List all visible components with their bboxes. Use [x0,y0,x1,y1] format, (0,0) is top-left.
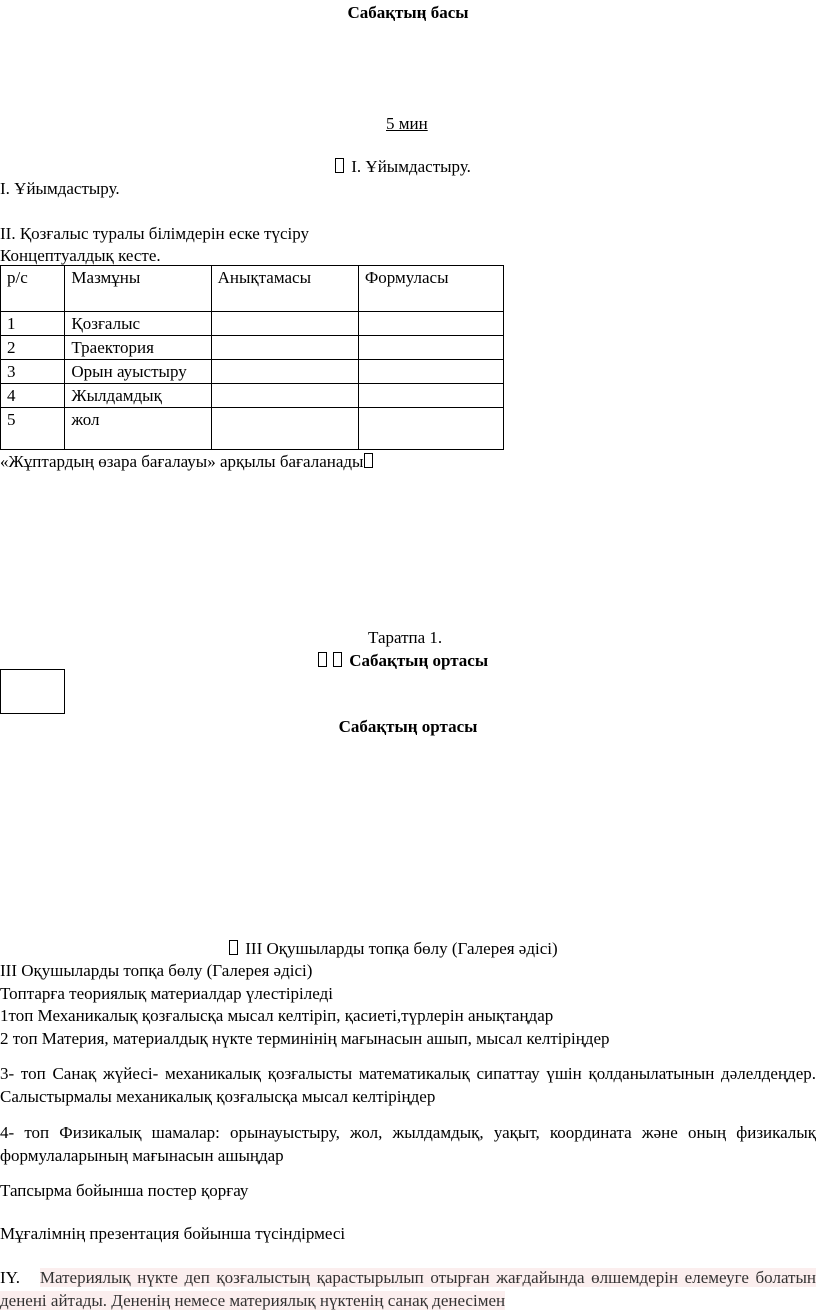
table-caption: Концептуалдық кесте. [0,246,161,265]
table-cell: Қозғалыс [65,312,211,336]
stage4-text: Материялық нүкте деп қозғалыстың қарастырылып отырған жағдайында өлшемдерін елемеуге болатын денені айтады. Дененің немесе материялық нүктенің санақ денесімен [0,1268,816,1310]
table-cell [211,336,358,360]
table-cell: 2 [1,336,65,360]
lesson-start-title: Сабақтың басы [347,3,469,22]
table-row [1,408,504,450]
table-row [1,360,504,384]
poster-task: Тапсырма бойынша постер қорғау [0,1181,249,1200]
stage3-marked: ІІІ Оқушыларды топқа бөлу (Галерея әдісі) [226,939,558,959]
middle-title-marked: Сабақтың ортасы [315,651,488,671]
table-cell: Жылдамдық [65,384,211,408]
table-cell [358,312,503,336]
header-cell: Мазмұны [65,266,211,312]
table-cell [211,408,358,450]
distribution-text: Топтарға теориялық материалдар үлестіріледі [0,984,333,1003]
group3-task: 3- топ Санақ жүйесі- механикалық қозғалысты математикалық сипаттау үшін қолданылатынын дәлелдеңдер. Салыстырмалы механикалық қозғалысқа мысал келтіріңдер [0,1064,816,1106]
table-row [1,384,504,408]
table-cell: 1 [1,312,65,336]
table-cell [211,384,358,408]
table-cell: Траектория [65,336,211,360]
placeholder-box-icon [229,940,238,955]
placeholder-box-icon [364,453,373,468]
empty-image-frame [0,669,65,714]
concept-table [0,265,504,450]
table-cell [358,408,503,450]
group1-task: 1топ Механикалық қозғалысқа мысал келтіріп, қасиеті,түрлерін анықтаңдар [0,1006,554,1025]
table-cell: жол [65,408,211,450]
stage1-heading: І. Ұйымдастыру. [0,179,120,198]
stage4-paragraph [0,1266,816,1312]
stage3-heading: ІІІ Оқушыларды топқа бөлу (Галерея әдісі) [0,961,313,980]
table-cell [358,360,503,384]
table-cell [358,336,503,360]
table-row [1,336,504,360]
placeholder-box-icon [318,652,327,667]
stage4-number: IY. [0,1268,20,1287]
table-cell [358,384,503,408]
assessment-note: «Жұптардың өзара бағалауы» арқылы бағаланады [0,452,376,472]
table-cell [211,312,358,336]
table-row [1,312,504,336]
table-cell: 4 [1,384,65,408]
table-cell [211,360,358,384]
header-cell: Формуласы [358,266,503,312]
stage1-marked: І. Ұйымдастыру. [332,157,471,177]
teacher-explanation: Мұғалімнің презентация бойынша түсіндірмесі [0,1224,346,1243]
table-cell: 3 [1,360,65,384]
table-header-row [1,266,504,312]
group4-task: 4- топ Физикалық шамалар: орынауыстыру, жол, жылдамдық, уақыт, координата және оның физикалық формулаларының мағынасын ашыңдар [0,1123,816,1165]
placeholder-box-icon [333,652,342,667]
middle-title: Сабақтың ортасы [338,717,478,736]
table-cell: 5 [1,408,65,450]
header-cell: Анықтамасы [211,266,358,312]
header-cell: р/с [1,266,65,312]
handout-label: Таратпа 1. [368,628,443,647]
placeholder-box-icon [335,158,344,173]
table-cell: Орын ауыстыру [65,360,211,384]
group2-task: 2 топ Материя, материалдық нүкте терминінің мағынасын ашып, мысал келтіріңдер [0,1029,610,1048]
stage2-heading: ІІ. Қозғалыс туралы білімдерін еске түсіру [0,224,310,243]
duration-label: 5 мин [386,114,428,133]
